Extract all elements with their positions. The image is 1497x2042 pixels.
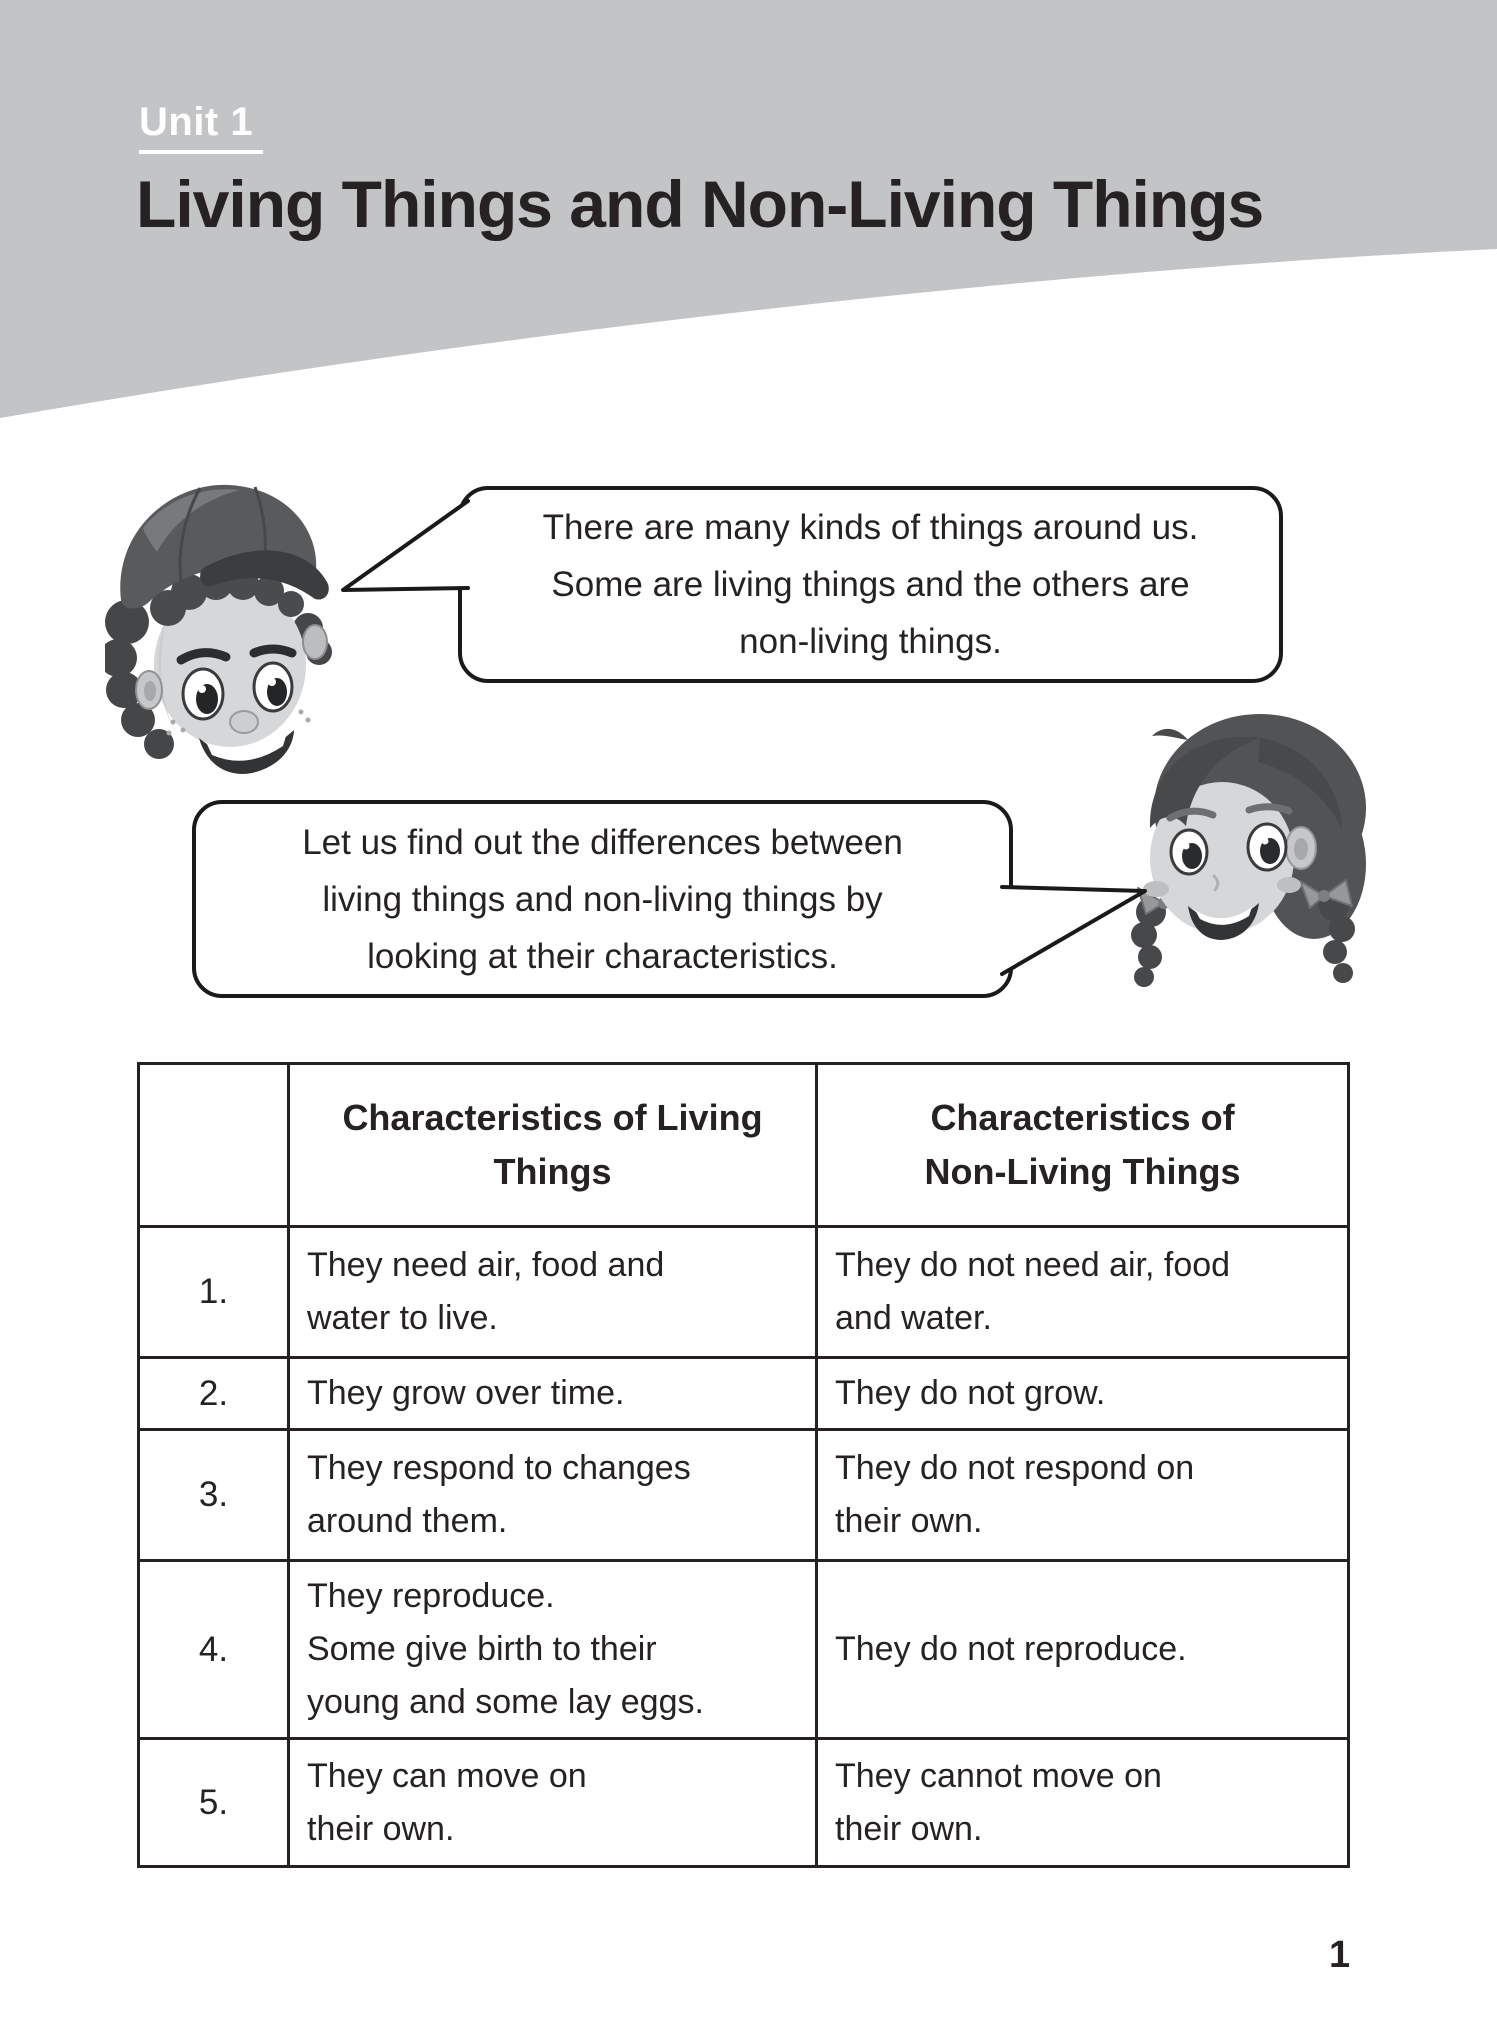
cell-line: They do not need air, food	[835, 1246, 1231, 1284]
cell-line: their own.	[307, 1809, 455, 1848]
living-cell	[289, 1227, 817, 1358]
row-number: 4.	[139, 1561, 289, 1739]
boy-bubble-tail	[343, 501, 470, 590]
table-row	[139, 1739, 1349, 1867]
boy-speech-bubble	[458, 486, 1283, 683]
page-title: Living Things and Non-Living Things	[136, 167, 1264, 241]
table-row	[139, 1227, 1349, 1358]
cell-line: They do not reproduce.	[835, 1630, 1187, 1668]
cell-line: They do not grow.	[835, 1374, 1106, 1412]
nonliving-cell	[817, 1561, 1349, 1739]
table-header-row	[139, 1064, 1349, 1227]
speech-line: Some are living things and the others are	[551, 565, 1190, 604]
speech-line: looking at their characteristics.	[367, 936, 838, 976]
header-line: Characteristics of	[930, 1097, 1235, 1138]
cell-line: young and some lay eggs.	[307, 1683, 704, 1721]
nonliving-cell	[817, 1430, 1349, 1561]
row-number: 3.	[139, 1430, 289, 1561]
row-number: 5.	[139, 1739, 289, 1867]
cell-line: and water.	[835, 1299, 992, 1337]
cell-line: They need air, food and	[307, 1246, 665, 1284]
living-cell	[289, 1739, 817, 1867]
cell-line: They reproduce.	[307, 1577, 555, 1615]
unit-label: Unit 1	[139, 100, 263, 154]
cell-line: water to live.	[307, 1299, 498, 1337]
characteristics-table	[137, 1062, 1350, 1868]
speech-line: There are many kinds of things around us.	[542, 508, 1199, 547]
cell-line: their own.	[835, 1809, 983, 1848]
table-corner-cell	[139, 1064, 289, 1227]
nonliving-cell	[817, 1227, 1349, 1358]
girl-speech-bubble	[192, 800, 1013, 998]
living-cell	[289, 1430, 817, 1561]
row-number: 1.	[139, 1227, 289, 1358]
nonliving-things-header	[817, 1064, 1349, 1227]
cell-line: They can move on	[307, 1756, 587, 1795]
header-line: Things	[493, 1151, 612, 1192]
speech-line: living things and non-living things by	[322, 879, 883, 919]
cell-line: They grow over time.	[307, 1374, 625, 1412]
cell-line: They do not respond on	[835, 1449, 1195, 1487]
header-line: Characteristics of Living	[342, 1097, 763, 1138]
living-cell	[289, 1358, 817, 1430]
cell-line: They respond to changes	[307, 1449, 691, 1487]
page-number: 1	[1329, 1934, 1351, 1976]
row-number: 2.	[139, 1358, 289, 1430]
nonliving-cell	[817, 1739, 1349, 1867]
cell-line: Some give birth to their	[307, 1630, 657, 1668]
cell-line: around them.	[307, 1502, 508, 1540]
boy-character-illustration	[105, 470, 350, 790]
speech-line: non-living things.	[739, 622, 1002, 661]
table-row	[139, 1358, 1349, 1430]
cell-line: their own.	[835, 1502, 983, 1540]
cell-line: They cannot move on	[835, 1756, 1162, 1795]
living-things-header	[289, 1064, 817, 1227]
speech-line: Let us find out the differences between	[302, 822, 903, 862]
table-row	[139, 1561, 1349, 1739]
table-row	[139, 1430, 1349, 1561]
living-cell	[289, 1561, 817, 1739]
header-line: Non-Living Things	[924, 1151, 1241, 1192]
nonliving-cell	[817, 1358, 1349, 1430]
girl-character-illustration	[1118, 706, 1370, 998]
